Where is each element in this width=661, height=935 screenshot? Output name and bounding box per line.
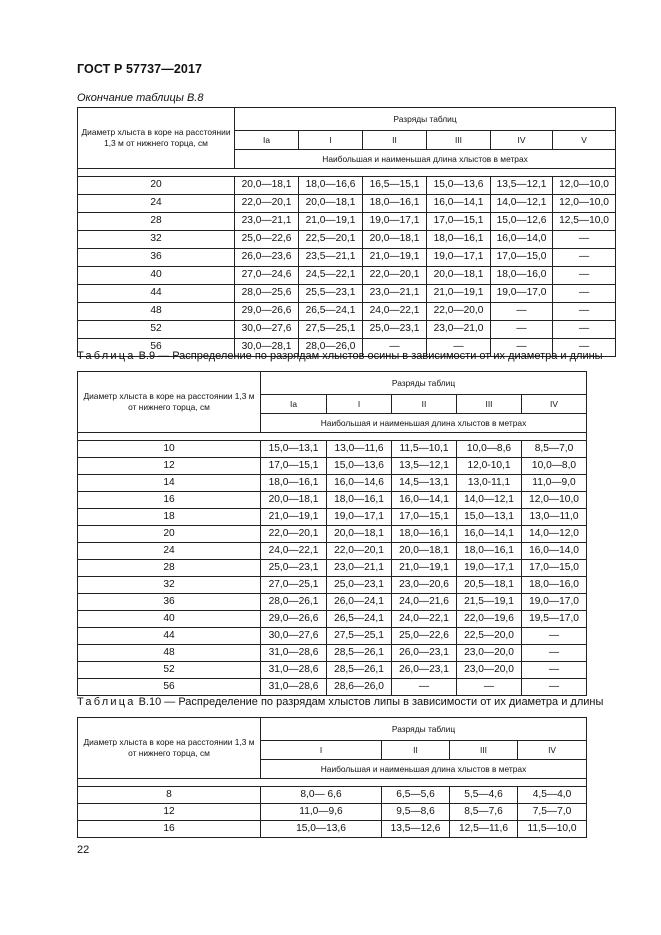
length-range-cell: — [522, 628, 587, 645]
length-range-cell: 22,0—20,1 [235, 195, 299, 213]
length-range-cell: — [427, 339, 491, 357]
length-range-cell: 30,0—27,6 [235, 321, 299, 339]
length-range-cell: 26,5—24,1 [299, 303, 363, 321]
length-range-cell: — [553, 231, 616, 249]
length-range-cell: 16,0—14,1 [427, 195, 491, 213]
length-range-cell: 31,0—28,6 [261, 645, 327, 662]
table-row [78, 679, 587, 696]
length-range-cell: 23,0—21,0 [427, 321, 491, 339]
length-range-cell: 21,0—19,1 [363, 249, 427, 267]
diameter-cell: 14 [78, 475, 261, 492]
grade-cell: Ia [261, 395, 327, 414]
table-row [78, 787, 587, 804]
length-range-cell: 22,0—19,6 [457, 611, 522, 628]
length-range-cell: 18,0—16,1 [427, 231, 491, 249]
length-range-cell: 14,0—12,1 [457, 492, 522, 509]
length-range-cell: 13,5—12,1 [491, 177, 553, 195]
length-range-cell: 20,0—18,1 [327, 526, 392, 543]
length-range-cell: — [522, 662, 587, 679]
length-range-cell: 19,0—17,1 [327, 509, 392, 526]
diameter-header: Диаметр хлыста в коре на расстоянии 1,3 м от нижнего торца, см [78, 108, 235, 169]
length-range-cell: 16,5—15,1 [363, 177, 427, 195]
length-range-cell: 17,0—15,0 [522, 560, 587, 577]
spacer-cell [78, 169, 616, 177]
length-range-cell: 25,0—22,6 [392, 628, 457, 645]
length-range-cell: 24,5—22,1 [299, 267, 363, 285]
length-range-cell: — [553, 249, 616, 267]
length-range-cell: 18,0—16,0 [522, 577, 587, 594]
grade-cell: II [363, 131, 427, 150]
table-b8 [77, 107, 616, 357]
length-range-cell: 20,0—18,1 [427, 267, 491, 285]
table-row [78, 526, 587, 543]
length-range-cell: 20,0—18,1 [235, 177, 299, 195]
length-range-cell: 25,0—22,6 [235, 231, 299, 249]
length-range-cell: 14,0—12,0 [522, 526, 587, 543]
length-range-cell: 15,0—13,6 [261, 821, 382, 838]
length-range-cell: 23,0—20,6 [392, 577, 457, 594]
diameter-cell: 20 [78, 177, 235, 195]
length-range-cell: 9,5—8,6 [382, 804, 450, 821]
length-range-cell: 13,5—12,1 [392, 458, 457, 475]
table-label: Таблица [77, 350, 136, 362]
length-range-cell: 17,0—15,1 [392, 509, 457, 526]
table-row [78, 231, 616, 249]
length-range-cell: 12,0—10,0 [522, 492, 587, 509]
length-range-cell: 19,0—17,0 [522, 594, 587, 611]
length-range-cell: 18,0—16,1 [457, 543, 522, 560]
length-range-cell: 13,0—11,6 [327, 441, 392, 458]
diameter-cell: 28 [78, 213, 235, 231]
grade-cell: I [261, 741, 382, 760]
grade-cell: V [553, 131, 616, 150]
table-row [78, 303, 616, 321]
length-range-cell: 11,5—10,0 [518, 821, 587, 838]
table-row [78, 611, 587, 628]
table-row [78, 628, 587, 645]
table-row [78, 560, 587, 577]
grade-cell: IV [522, 395, 587, 414]
table-row [78, 509, 587, 526]
length-range-cell: 27,0—24,6 [235, 267, 299, 285]
length-range-cell: 6,5—5,6 [382, 787, 450, 804]
page-number: 22 [77, 844, 90, 856]
length-range-cell: — [522, 645, 587, 662]
table-row [78, 645, 587, 662]
length-range-cell: — [553, 267, 616, 285]
diameter-cell: 12 [78, 458, 261, 475]
grade-cell: Ia [235, 131, 299, 150]
grades-header: Разряды таблиц [261, 718, 587, 741]
diameter-cell: 16 [78, 492, 261, 509]
length-range-cell: 26,0—24,1 [327, 594, 392, 611]
table-row [78, 177, 616, 195]
length-range-cell: 22,5—20,0 [457, 628, 522, 645]
grade-cell: IV [491, 131, 553, 150]
grades-header: Разряды таблиц [235, 108, 616, 131]
length-range-cell: 24,0—22,1 [392, 611, 457, 628]
length-range-cell: 12,0—10,0 [553, 195, 616, 213]
length-range-cell: 12,5—10,0 [553, 213, 616, 231]
length-range-cell: 15,0—13,6 [327, 458, 392, 475]
length-range-cell: 30,0—28,1 [235, 339, 299, 357]
table-b9-title: В.9 — Распределение по разрядам хлыстов осины в зависимости от их диаметра и длины [135, 350, 603, 362]
length-range-cell: 19,5—17,0 [522, 611, 587, 628]
length-range-cell: 12,5—11,6 [450, 821, 518, 838]
table-row [78, 249, 616, 267]
length-range-cell: 21,5—19,1 [457, 594, 522, 611]
table-row [78, 475, 587, 492]
length-range-cell: 30,0—27,6 [261, 628, 327, 645]
length-range-cell: 28,0—26,0 [299, 339, 363, 357]
diameter-cell: 56 [78, 679, 261, 696]
length-range-cell: — [491, 339, 553, 357]
length-range-cell: — [553, 339, 616, 357]
length-range-cell: 27,5—25,1 [299, 321, 363, 339]
diameter-cell: 44 [78, 285, 235, 303]
length-range-cell: 29,0—26,6 [235, 303, 299, 321]
length-range-cell: — [363, 339, 427, 357]
length-range-cell: 18,0—16,1 [363, 195, 427, 213]
length-range-cell: 24,0—21,6 [392, 594, 457, 611]
length-range-cell: 19,0—17,0 [491, 285, 553, 303]
table-row [78, 594, 587, 611]
table-b10-caption [77, 696, 603, 708]
length-range-cell: 25,0—23,1 [261, 560, 327, 577]
diameter-cell: 28 [78, 560, 261, 577]
length-range-cell: 27,0—25,1 [261, 577, 327, 594]
length-range-cell: 25,0—23,1 [327, 577, 392, 594]
length-range-cell: 19,0—17,1 [363, 213, 427, 231]
length-range-cell: 18,0—16,1 [261, 475, 327, 492]
length-range-cell: — [553, 321, 616, 339]
length-range-cell: 28,5—26,1 [327, 662, 392, 679]
table-row [78, 458, 587, 475]
length-range-cell: 23,0—21,1 [235, 213, 299, 231]
diameter-cell: 36 [78, 249, 235, 267]
length-range-cell: 15,0—13,1 [261, 441, 327, 458]
diameter-cell: 44 [78, 628, 261, 645]
grade-cell: III [450, 741, 518, 760]
length-range-cell: 8,5—7,6 [450, 804, 518, 821]
table-header-row [78, 372, 587, 395]
length-range-cell: 10,0—8,0 [522, 458, 587, 475]
diameter-cell: 12 [78, 804, 261, 821]
length-range-cell: — [392, 679, 457, 696]
table-b8-caption: Окончание таблицы В.8 [77, 92, 204, 104]
length-range-cell: 21,0—19,1 [261, 509, 327, 526]
length-range-cell: 11,0—9,6 [261, 804, 382, 821]
length-range-cell: 31,0—28,6 [261, 662, 327, 679]
length-range-cell: 8,0— 6,6 [261, 787, 382, 804]
length-range-cell: 26,0—23,1 [392, 662, 457, 679]
length-range-cell: 7,5—7,0 [518, 804, 587, 821]
length-range-cell: 22,0—20,1 [261, 526, 327, 543]
table-b9 [77, 371, 587, 696]
table-b9-body [78, 441, 587, 696]
length-range-cell: 26,5—24,1 [327, 611, 392, 628]
table-row [78, 662, 587, 679]
length-range-cell: 16,0—14,1 [457, 526, 522, 543]
table-row [78, 285, 616, 303]
length-range-cell: 20,0—18,1 [299, 195, 363, 213]
length-range-cell: 16,0—14,1 [392, 492, 457, 509]
length-range-cell: — [491, 321, 553, 339]
length-range-cell: 12,0-10,1 [457, 458, 522, 475]
diameter-header: Диаметр хлыста в коре на расстоянии 1,3 м от нижнего торца, см [78, 372, 261, 433]
diameter-cell: 8 [78, 787, 261, 804]
diameter-cell: 24 [78, 543, 261, 560]
table-row [78, 821, 587, 838]
spacer-row [78, 779, 587, 787]
table-header-row [78, 108, 616, 131]
table-b8-body [78, 177, 616, 357]
diameter-cell: 40 [78, 611, 261, 628]
length-range-cell: — [491, 303, 553, 321]
table-row [78, 441, 587, 458]
length-range-cell: 21,0—19,1 [392, 560, 457, 577]
table-row [78, 267, 616, 285]
spacer-cell [78, 433, 587, 441]
table-row [78, 804, 587, 821]
length-header: Наибольшая и наименьшая длина хлыстов в метрах [261, 414, 587, 433]
table-label: Таблица [77, 696, 136, 708]
length-range-cell: 21,0—19,1 [427, 285, 491, 303]
length-range-cell: 29,0—26,6 [261, 611, 327, 628]
length-range-cell: 8,5—7,0 [522, 441, 587, 458]
grade-cell: IV [518, 741, 587, 760]
length-range-cell: 22,5—20,1 [299, 231, 363, 249]
length-range-cell: 20,0—18,1 [363, 231, 427, 249]
length-range-cell: 23,5—21,1 [299, 249, 363, 267]
diameter-cell: 48 [78, 303, 235, 321]
table-row [78, 321, 616, 339]
length-range-cell: 13,5—12,6 [382, 821, 450, 838]
length-range-cell: 13,0—11,0 [522, 509, 587, 526]
length-range-cell: 22,0—20,1 [327, 543, 392, 560]
diameter-cell: 52 [78, 662, 261, 679]
length-range-cell: 24,0—22,1 [261, 543, 327, 560]
length-range-cell: — [553, 303, 616, 321]
table-b10-title: В.10 — Распределение по разрядам хлыстов липы в зависимости от их диаметра и длины [135, 696, 604, 708]
diameter-cell: 32 [78, 231, 235, 249]
length-range-cell: — [553, 285, 616, 303]
length-range-cell: 15,0—12,6 [491, 213, 553, 231]
length-range-cell: 11,5—10,1 [392, 441, 457, 458]
length-range-cell: 26,0—23,6 [235, 249, 299, 267]
length-range-cell: 18,0—16,6 [299, 177, 363, 195]
length-range-cell: 4,5—4,0 [518, 787, 587, 804]
length-range-cell: 31,0—28,6 [261, 679, 327, 696]
diameter-header: Диаметр хлыста в коре на расстоянии 1,3 м от нижнего торца, см [78, 718, 261, 779]
length-range-cell: — [522, 679, 587, 696]
length-range-cell: 20,5—18,1 [457, 577, 522, 594]
length-range-cell: 18,0—16,1 [392, 526, 457, 543]
length-range-cell: 18,0—16,0 [491, 267, 553, 285]
length-range-cell: 15,0—13,1 [457, 509, 522, 526]
length-range-cell: 15,0—13,6 [427, 177, 491, 195]
grade-cell: II [382, 741, 450, 760]
table-row [78, 577, 587, 594]
grade-cell: I [299, 131, 363, 150]
standard-header: ГОСТ Р 57737—2017 [77, 62, 203, 76]
table-row [78, 543, 587, 560]
length-range-cell: 27,5—25,1 [327, 628, 392, 645]
length-header: Наибольшая и наименьшая длина хлыстов в метрах [261, 760, 587, 779]
diameter-cell: 16 [78, 821, 261, 838]
length-range-cell: 22,0—20,0 [427, 303, 491, 321]
diameter-cell: 18 [78, 509, 261, 526]
length-range-cell: 28,6—26,0 [327, 679, 392, 696]
table-b10 [77, 717, 587, 838]
length-range-cell: 16,0—14,0 [491, 231, 553, 249]
table-b10-body [78, 787, 587, 838]
table-row [78, 195, 616, 213]
diameter-cell: 56 [78, 339, 235, 357]
table-header-row [78, 718, 587, 741]
length-range-cell: 19,0—17,1 [457, 560, 522, 577]
length-range-cell: 5,5—4,6 [450, 787, 518, 804]
length-range-cell: 23,0—20,0 [457, 662, 522, 679]
length-range-cell: 23,0—21,1 [363, 285, 427, 303]
length-range-cell: 20,0—18,1 [261, 492, 327, 509]
length-range-cell: 28,0—26,1 [261, 594, 327, 611]
diameter-cell: 24 [78, 195, 235, 213]
diameter-cell: 10 [78, 441, 261, 458]
length-range-cell: 25,5—23,1 [299, 285, 363, 303]
length-range-cell: 10,0—8,6 [457, 441, 522, 458]
length-range-cell: 11,0—9,0 [522, 475, 587, 492]
grade-cell: III [427, 131, 491, 150]
grade-cell: II [392, 395, 457, 414]
diameter-cell: 40 [78, 267, 235, 285]
diameter-cell: 32 [78, 577, 261, 594]
grade-cell: III [457, 395, 522, 414]
length-range-cell: 28,5—26,1 [327, 645, 392, 662]
length-range-cell: 12,0—10,0 [553, 177, 616, 195]
length-range-cell: 16,0—14,0 [522, 543, 587, 560]
spacer-row [78, 169, 616, 177]
length-range-cell: 26,0—23,1 [392, 645, 457, 662]
length-range-cell: 21,0—19,1 [299, 213, 363, 231]
length-range-cell: 23,0—20,0 [457, 645, 522, 662]
length-range-cell: — [457, 679, 522, 696]
length-range-cell: 19,0—17,1 [427, 249, 491, 267]
grade-cell: I [327, 395, 392, 414]
length-range-cell: 14,0—12,1 [491, 195, 553, 213]
length-range-cell: 28,0—25,6 [235, 285, 299, 303]
table-b9-caption [77, 350, 603, 362]
length-range-cell: 17,0—15,1 [427, 213, 491, 231]
length-header: Наибольшая и наименьшая длина хлыстов в метрах [235, 150, 616, 169]
length-range-cell: 13,0-11,1 [457, 475, 522, 492]
diameter-cell: 20 [78, 526, 261, 543]
length-range-cell: 14,5—13,1 [392, 475, 457, 492]
spacer-cell [78, 779, 587, 787]
length-range-cell: 22,0—20,1 [363, 267, 427, 285]
length-range-cell: 16,0—14,6 [327, 475, 392, 492]
length-range-cell: 24,0—22,1 [363, 303, 427, 321]
length-range-cell: 23,0—21,1 [327, 560, 392, 577]
table-row [78, 492, 587, 509]
diameter-cell: 48 [78, 645, 261, 662]
grades-header: Разряды таблиц [261, 372, 587, 395]
length-range-cell: 17,0—15,1 [261, 458, 327, 475]
diameter-cell: 36 [78, 594, 261, 611]
length-range-cell: 25,0—23,1 [363, 321, 427, 339]
length-range-cell: 18,0—16,1 [327, 492, 392, 509]
length-range-cell: 17,0—15,0 [491, 249, 553, 267]
spacer-row [78, 433, 587, 441]
table-row [78, 213, 616, 231]
length-range-cell: 20,0—18,1 [392, 543, 457, 560]
diameter-cell: 52 [78, 321, 235, 339]
